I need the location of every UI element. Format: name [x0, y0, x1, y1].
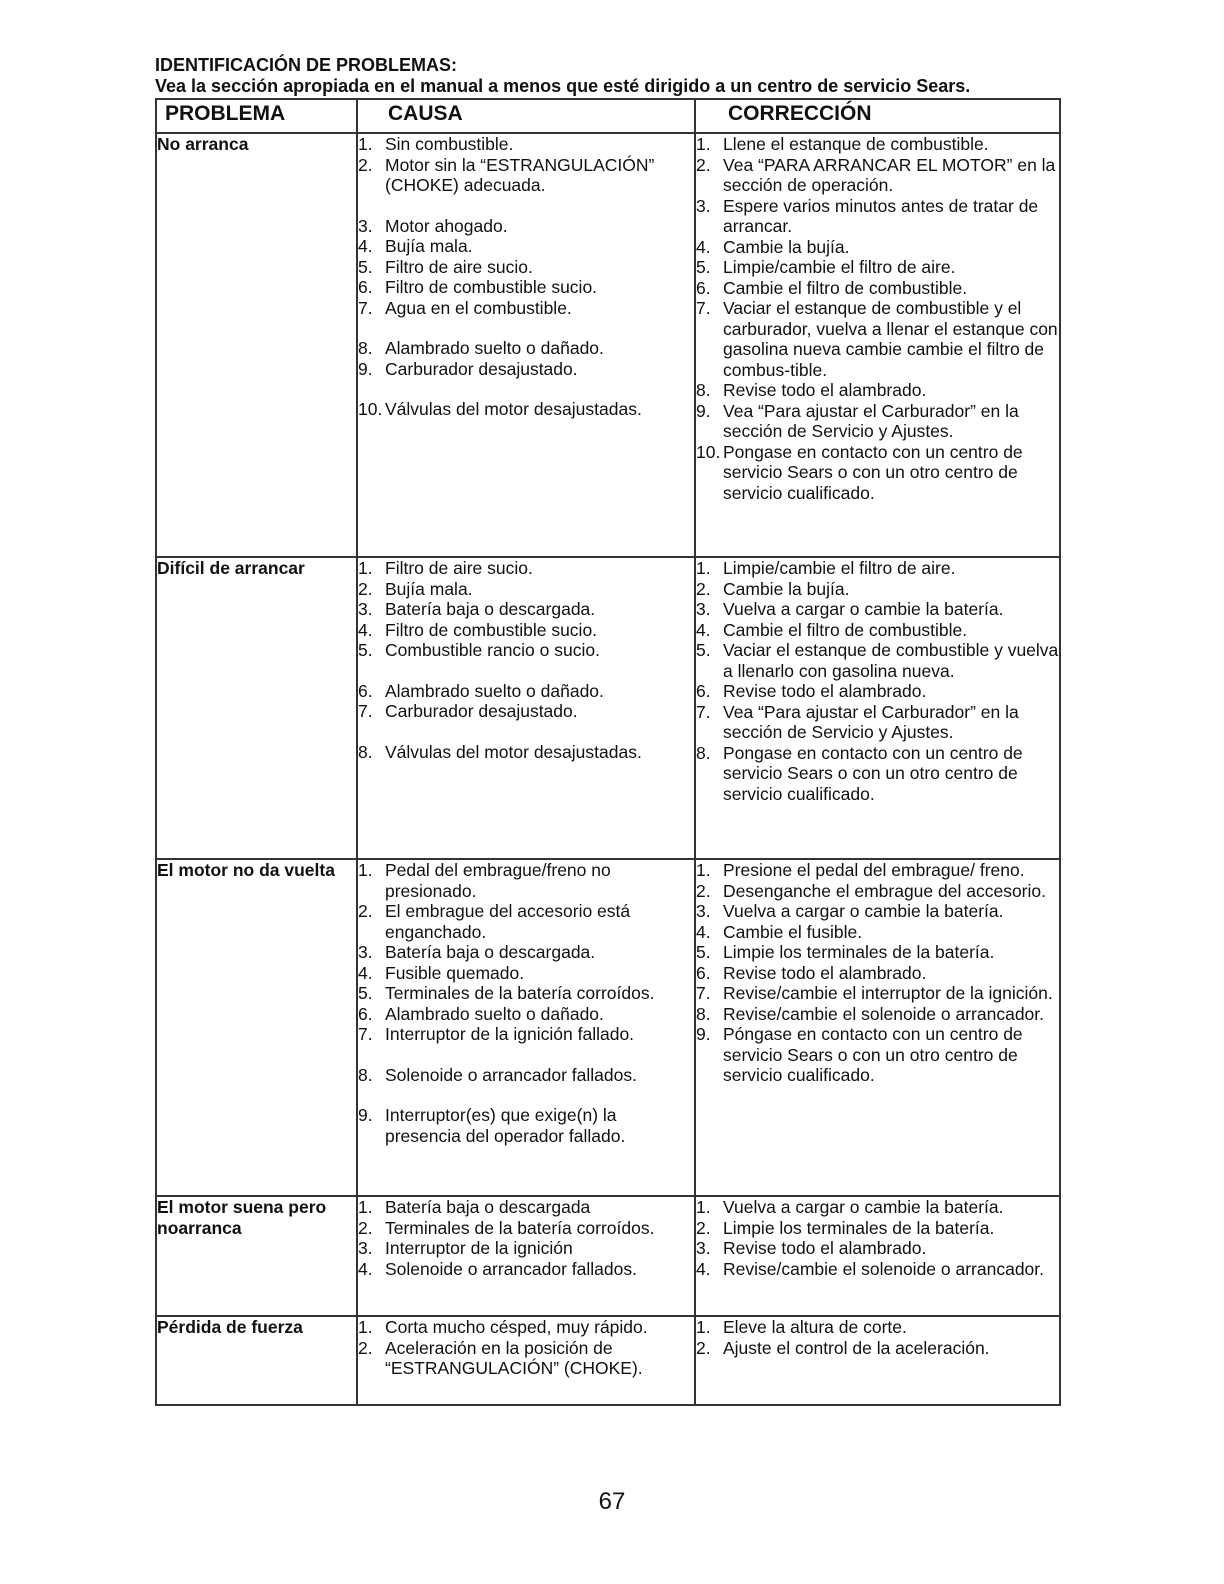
problem-cell: Pérdida de fuerza	[156, 1316, 357, 1405]
item-number: 3.	[358, 942, 373, 962]
correction-item	[696, 922, 1059, 943]
correction-list	[696, 134, 1059, 503]
item-number: 5.	[358, 256, 373, 277]
correction-item	[696, 743, 1059, 805]
cause-item	[358, 860, 694, 901]
item-text: Revise/cambie el solenoide o arrancador.	[723, 1003, 1045, 1024]
page-subtitle: Vea la sección apropiada en el manual a menos que esté dirigido a un centro de servicio Sears.	[155, 76, 971, 96]
item-number: 4.	[358, 962, 373, 983]
item-number: 1.	[696, 1197, 711, 1217]
item-number: 5.	[696, 640, 711, 660]
item-number: 3.	[696, 901, 711, 921]
correction-item	[696, 380, 1059, 401]
item-text: Alambrado suelto o dañado.	[385, 338, 604, 358]
item-number: 7.	[696, 701, 711, 722]
item-number: 6.	[358, 1003, 373, 1024]
item-number: 5.	[696, 942, 711, 962]
item-number: 1.	[696, 558, 711, 578]
cause-item	[358, 1218, 694, 1239]
page-number: 67	[598, 1488, 626, 1515]
correction-item	[696, 257, 1059, 278]
item-text: Limpie los terminales de la batería.	[723, 942, 995, 962]
item-number: 2.	[358, 901, 373, 921]
cause-item	[358, 1317, 694, 1338]
item-text: Válvulas del motor desajustadas.	[385, 399, 642, 419]
problem-cell: El motor suena pero noarranca	[156, 1196, 357, 1316]
cause-item	[358, 1259, 694, 1280]
item-text: Agua en el combustible.	[385, 297, 572, 318]
item-number: 3.	[358, 215, 373, 236]
item-text: Revise todo el alambrado.	[723, 1238, 927, 1258]
item-number: 4.	[358, 236, 373, 256]
item-number: 6.	[696, 681, 711, 701]
cause-item	[358, 338, 694, 359]
correction-item	[696, 860, 1059, 881]
item-number: 8.	[358, 1064, 373, 1085]
item-number: 6.	[696, 962, 711, 983]
header-problema: PROBLEMA	[156, 99, 357, 133]
table-row	[156, 1196, 1060, 1316]
item-text: Revise/cambie el solenoide o arrancador.	[723, 1258, 1045, 1279]
item-text: Solenoide o arrancador fallados.	[385, 1064, 637, 1085]
item-number: 7.	[358, 1024, 373, 1044]
item-number: 6.	[358, 277, 373, 297]
item-text: Aceleración en la posición de “ESTRANGULACIÓN” (CHOKE).	[385, 1337, 643, 1378]
item-number: 8.	[696, 742, 711, 763]
cause-list	[358, 558, 694, 762]
correction-list	[696, 1317, 1059, 1358]
item-text: Espere varios minutos antes de tratar de arrancar.	[723, 195, 1039, 236]
item-number: 4.	[696, 921, 711, 942]
correction-cell	[695, 133, 1060, 557]
item-text: Bujía mala.	[385, 236, 473, 256]
problem-cell: El motor no da vuelta	[156, 859, 357, 1196]
cause-item	[358, 134, 694, 155]
item-text: Desenganche el embrague del accesorio.	[723, 880, 1046, 901]
item-number: 2.	[358, 1217, 373, 1238]
cause-list	[358, 134, 694, 420]
item-text: Filtro de combustible sucio.	[385, 277, 598, 297]
item-text: Cambie la bujía.	[723, 236, 850, 257]
item-number: 3.	[358, 1238, 373, 1258]
table-row	[156, 557, 1060, 859]
item-number: 5.	[696, 257, 711, 277]
item-text: Presione el pedal del embrague/ freno.	[723, 860, 1025, 880]
cause-item	[358, 701, 694, 722]
item-text: Revise/cambie el interruptor de la ignición.	[723, 983, 1053, 1003]
item-text: Solenoide o arrancador fallados.	[385, 1258, 637, 1279]
item-text: Fusible quemado.	[385, 962, 525, 983]
item-text: Válvulas del motor desajustadas.	[385, 741, 642, 762]
table-row	[156, 1316, 1060, 1405]
correction-item	[696, 1338, 1059, 1359]
item-number: 1.	[358, 1317, 373, 1337]
item-number: 1.	[696, 1317, 711, 1337]
item-number: 1.	[358, 558, 373, 578]
item-text: Vea “Para ajustar el Carburador” en la sección de Servicio y Ajustes.	[723, 701, 1019, 742]
item-number: 3.	[696, 195, 711, 216]
cause-item	[358, 1065, 694, 1086]
correction-item	[696, 640, 1059, 681]
cause-item	[358, 1004, 694, 1025]
correction-cell	[695, 557, 1060, 859]
item-text: Vuelva a cargar o cambie la batería.	[723, 599, 1004, 619]
item-number: 4.	[696, 236, 711, 257]
correction-item	[696, 1004, 1059, 1025]
item-text: Motor ahogado.	[385, 215, 508, 236]
correction-item	[696, 1197, 1059, 1218]
item-number: 4.	[358, 619, 373, 640]
cause-list	[358, 1197, 694, 1279]
item-text: Pongase en contacto con un centro de servicio Sears o con un otro centro de servicio cualificado.	[723, 441, 1023, 503]
cause-item	[358, 558, 694, 579]
problem-cell: No arranca	[156, 133, 357, 557]
item-text: Cambie la bujía.	[723, 578, 850, 599]
item-text: Eleve la altura de corte.	[723, 1317, 907, 1337]
item-number: 6.	[358, 680, 373, 701]
correction-item	[696, 134, 1059, 155]
table-header-row	[156, 99, 1060, 133]
item-number: 1.	[358, 134, 373, 154]
item-text: Alambrado suelto o dañado.	[385, 1003, 604, 1024]
item-number: 3.	[696, 599, 711, 619]
item-text: Filtro de aire sucio.	[385, 256, 533, 277]
cause-item	[358, 963, 694, 984]
item-text: Vaciar el estanque de combustible y vuelva a llenarlo con gasolina nueva.	[723, 640, 1059, 681]
table-row	[156, 133, 1060, 557]
item-text: Vuelva a cargar o cambie la batería.	[723, 1197, 1004, 1217]
correction-item	[696, 599, 1059, 620]
correction-item	[696, 278, 1059, 299]
item-text: Sin combustible.	[385, 134, 514, 154]
item-number: 3.	[358, 599, 373, 619]
cause-item	[358, 1105, 694, 1146]
cause-item	[358, 640, 694, 661]
cause-item	[358, 983, 694, 1004]
cause-item	[358, 1238, 694, 1259]
item-number: 2.	[696, 578, 711, 599]
item-number: 2.	[358, 1337, 373, 1358]
item-number: 7.	[696, 298, 711, 318]
item-text: Vea “Para ajustar el Carburador” en la sección de Servicio y Ajustes.	[723, 400, 1019, 441]
item-text: Limpie los terminales de la batería.	[723, 1217, 995, 1238]
cause-item	[358, 298, 694, 319]
item-number: 5.	[358, 640, 373, 660]
item-number: 1.	[696, 134, 711, 154]
cause-item	[358, 942, 694, 963]
correction-list	[696, 860, 1059, 1086]
correction-item	[696, 1218, 1059, 1239]
cause-list	[358, 860, 694, 1146]
item-text: Cambie el fusible.	[723, 921, 863, 942]
item-text: Revise todo el alambrado.	[723, 380, 927, 400]
correction-item	[696, 681, 1059, 702]
item-text: Llene el estanque de combustible.	[723, 134, 989, 154]
item-text: Bujía mala.	[385, 578, 473, 599]
item-text: Terminales de la batería corroídos.	[385, 983, 655, 1003]
item-text: Filtro de aire sucio.	[385, 558, 533, 578]
correction-item	[696, 298, 1059, 380]
correction-cell	[695, 1316, 1060, 1405]
page-title: IDENTIFICACIÓN DE PROBLEMAS:	[155, 55, 458, 75]
cause-item	[358, 236, 694, 257]
item-text: Limpie/cambie el filtro de aire.	[723, 558, 956, 578]
item-text: Limpie/cambie el filtro de aire.	[723, 257, 956, 277]
table-row	[156, 859, 1060, 1196]
troubleshooting-page	[155, 55, 1060, 1406]
cause-item	[358, 257, 694, 278]
item-number: 8.	[696, 1003, 711, 1024]
item-number: 7.	[696, 983, 711, 1003]
correction-cell	[695, 1196, 1060, 1316]
item-text: Vuelva a cargar o cambie la batería.	[723, 901, 1004, 921]
correction-item	[696, 963, 1059, 984]
correction-item	[696, 983, 1059, 1004]
correction-cell	[695, 859, 1060, 1196]
item-text: Cambie el filtro de combustible.	[723, 619, 968, 640]
item-number: 4.	[696, 619, 711, 640]
cause-item	[358, 399, 694, 420]
item-text: Batería baja o descargada.	[385, 599, 596, 619]
correction-item	[696, 901, 1059, 922]
item-text: Vaciar el estanque de combustible y el carburador, vuelva a llenar el estanque con gasolina nueva cambie cambie el filtro de combus-tible.	[723, 298, 1058, 380]
cause-item	[358, 620, 694, 641]
item-number: 8.	[358, 338, 373, 358]
item-number: 10.	[358, 399, 383, 419]
item-number: 5.	[358, 983, 373, 1003]
item-number: 8.	[696, 380, 711, 400]
cause-list	[358, 1317, 694, 1379]
header-correccion: CORRECCIÓN	[695, 99, 1060, 133]
cause-item	[358, 599, 694, 620]
cause-cell	[357, 1316, 695, 1405]
cause-item	[358, 579, 694, 600]
header-causa: CAUSA	[357, 99, 695, 133]
item-text: Carburador desajustado.	[385, 701, 578, 721]
cause-item	[358, 277, 694, 298]
correction-item	[696, 942, 1059, 963]
cause-cell	[357, 133, 695, 557]
item-text: Interruptor de la ignición	[385, 1238, 573, 1258]
item-number: 2.	[696, 880, 711, 901]
correction-list	[696, 1197, 1059, 1279]
item-text: Carburador desajustado.	[385, 358, 578, 379]
item-number: 1.	[358, 1197, 373, 1217]
item-number: 3.	[696, 1238, 711, 1258]
item-text: El embrague del accesorio está enganchado.	[385, 901, 631, 942]
correction-item	[696, 881, 1059, 902]
cause-item	[358, 681, 694, 702]
cause-item	[358, 1024, 694, 1045]
item-text: Cambie el filtro de combustible.	[723, 277, 968, 298]
item-text: Motor sin la “ESTRANGULACIÓN” (CHOKE) adecuada.	[385, 154, 655, 195]
correction-item	[696, 1238, 1059, 1259]
item-number: 10.	[696, 441, 721, 462]
item-number: 7.	[358, 701, 373, 721]
cause-item	[358, 1338, 694, 1379]
correction-item	[696, 237, 1059, 258]
item-number: 6.	[696, 277, 711, 298]
item-number: 1.	[358, 860, 373, 880]
troubleshooting-table	[155, 98, 1061, 1406]
cause-cell	[357, 557, 695, 859]
correction-list	[696, 558, 1059, 804]
item-number: 9.	[696, 400, 711, 421]
item-text: Pedal del embrague/freno no presionado.	[385, 860, 611, 901]
correction-item	[696, 1024, 1059, 1086]
correction-item	[696, 401, 1059, 442]
cause-cell	[357, 1196, 695, 1316]
item-text: Corta mucho césped, muy rápido.	[385, 1317, 648, 1337]
item-number: 8.	[358, 741, 373, 762]
item-number: 1.	[696, 860, 711, 880]
cause-item	[358, 155, 694, 196]
item-text: Batería baja o descargada	[385, 1197, 591, 1217]
cause-cell	[357, 859, 695, 1196]
item-number: 4.	[358, 1258, 373, 1279]
item-text: Interruptor(es) que exige(n) la presencia del operador fallado.	[385, 1105, 626, 1146]
item-text: Ajuste el control de la aceleración.	[723, 1337, 990, 1358]
item-text: Vea “PARA ARRANCAR EL MOTOR” en la sección de operación.	[723, 154, 1056, 195]
item-text: Revise todo el alambrado.	[723, 681, 927, 701]
correction-item	[696, 702, 1059, 743]
correction-item	[696, 579, 1059, 600]
item-text: Filtro de combustible sucio.	[385, 619, 598, 640]
cause-item	[358, 216, 694, 237]
correction-item	[696, 620, 1059, 641]
correction-item	[696, 442, 1059, 504]
item-number: 2.	[358, 154, 373, 175]
item-number: 2.	[696, 1217, 711, 1238]
problem-cell: Difícil de arrancar	[156, 557, 357, 859]
item-number: 4.	[696, 1258, 711, 1279]
cause-item	[358, 901, 694, 942]
item-number: 9.	[358, 358, 373, 379]
item-number: 2.	[696, 154, 711, 175]
item-number: 2.	[696, 1337, 711, 1358]
item-text: Batería baja o descargada.	[385, 942, 596, 962]
cause-item	[358, 742, 694, 763]
cause-item	[358, 359, 694, 380]
item-text: Terminales de la batería corroídos.	[385, 1217, 655, 1238]
correction-item	[696, 1259, 1059, 1280]
item-number: 9.	[358, 1105, 373, 1125]
correction-item	[696, 155, 1059, 196]
item-number: 2.	[358, 578, 373, 599]
item-text: Revise todo el alambrado.	[723, 962, 927, 983]
item-text: Interruptor de la ignición fallado.	[385, 1024, 635, 1044]
item-number: 7.	[358, 297, 373, 318]
correction-item	[696, 196, 1059, 237]
item-text: Combustible rancio o sucio.	[385, 640, 600, 660]
item-text: Pongase en contacto con un centro de servicio Sears o con un otro centro de servicio cualificado.	[723, 742, 1023, 804]
correction-item	[696, 1317, 1059, 1338]
correction-item	[696, 558, 1059, 579]
item-text: Póngase en contacto con un centro de servicio Sears o con un otro centro de servicio cualificado.	[723, 1024, 1023, 1085]
cause-item	[358, 1197, 694, 1218]
item-number: 9.	[696, 1024, 711, 1044]
item-text: Alambrado suelto o dañado.	[385, 680, 604, 701]
